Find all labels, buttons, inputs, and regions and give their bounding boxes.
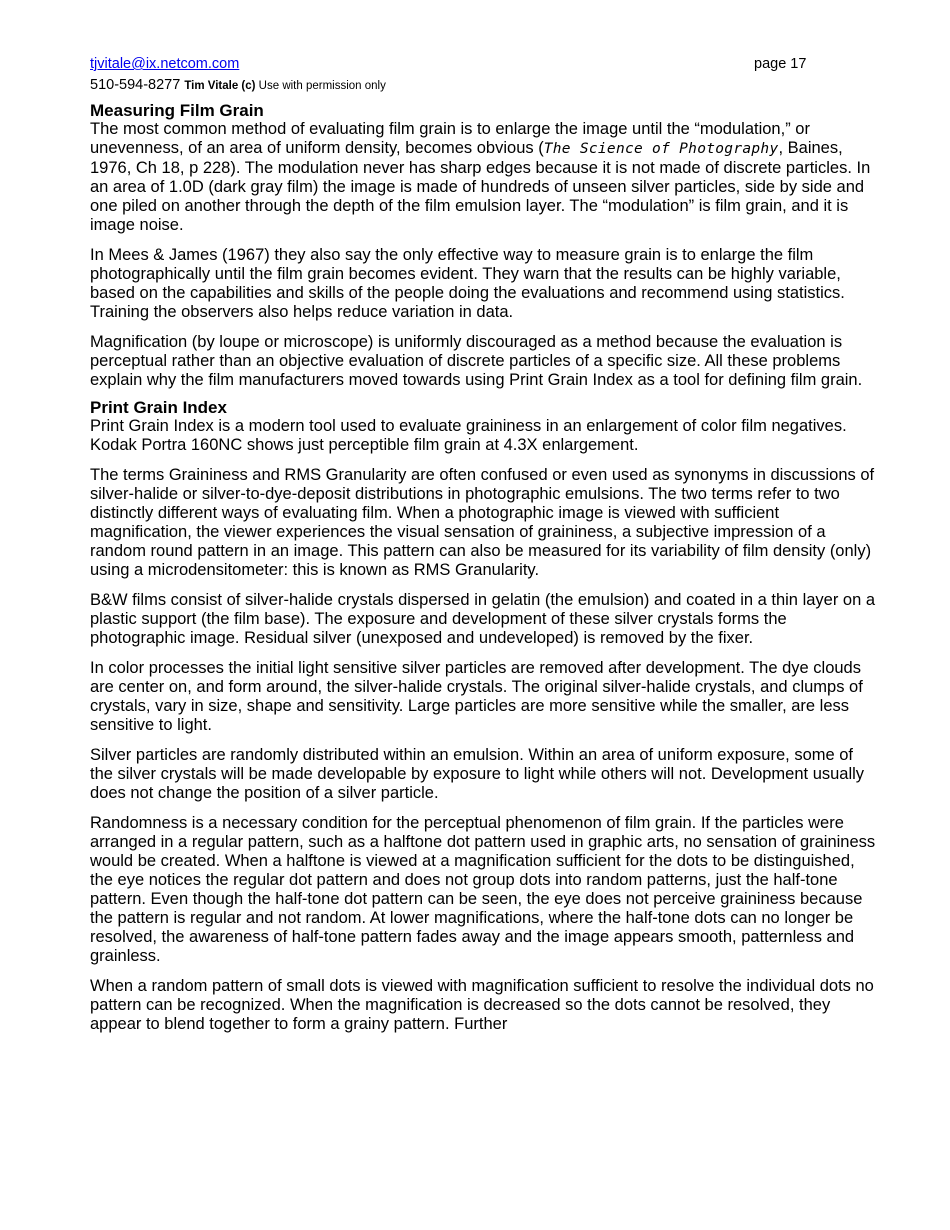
document-page bbox=[90, 56, 880, 1045]
phone-number: 510-594-8277 bbox=[90, 77, 185, 93]
paragraph: When a random pattern of small dots is viewed with magnification sufficient to resolve the individual dots no pattern can be recognized. When the magnification is decreased so the dots cannot be resolved, they appear to blend together to form a grainy pattern. Further bbox=[90, 977, 874, 1033]
email-link[interactable]: tjvitale@ix.netcom.com bbox=[90, 56, 240, 72]
paragraph: Print Grain Index is a modern tool used to evaluate graininess in an enlargement of color film negatives. Kodak Portra 160NC shows just perceptible film grain at 4.3X enlargement. bbox=[90, 417, 847, 454]
paragraph: In color processes the initial light sensitive silver particles are removed after development. The dye clouds are center on, and form around, the silver-halide crystals. The original silver-halide crystals, and clumps of crystals, vary in size, shape and sensitivity. Large particles are more sensitive while the smaller, are less sensitive to light. bbox=[90, 659, 863, 734]
permission-note: Use with permission only bbox=[255, 80, 386, 92]
paragraph: B&W films consist of silver-halide crystals dispersed in gelatin (the emulsion) and coated in a thin layer on a plastic support (the film base). The exposure and development of these silver crystals forms the photographic image. Residual silver (unexposed and undeveloped) is removed by the fixer. bbox=[90, 591, 876, 647]
contact-line bbox=[90, 76, 880, 95]
section-heading-print-grain-index: Print Grain Index bbox=[90, 398, 227, 417]
page-number: page 17 bbox=[754, 56, 807, 72]
paragraph bbox=[90, 120, 880, 235]
page-header bbox=[90, 56, 880, 76]
paragraph: Randomness is a necessary condition for the perceptual phenomenon of film grain. If the particles were arranged in a regular pattern, such as a halftone dot pattern used in graphic arts, no sensation of graininess would be created. When a halftone is viewed at a magnification sufficient for the dots to be distinguished, the eye notices the regular dot pattern and does not group dots into random patterns, just the half-tone pattern. Even though the half-tone dot pattern can be seen, the eye does not perceive graininess because the pattern is regular and not random. At lower magnifications, where the half-tone dots can no longer be resolved, the awareness of half-tone pattern fades away and the image appears smooth, patternless and grainless. bbox=[90, 814, 876, 965]
book-title: The Science of Photography bbox=[543, 141, 779, 157]
author-name: Tim Vitale (c) bbox=[184, 80, 256, 92]
paragraph: Magnification (by loupe or microscope) is uniformly discouraged as a method because the evaluation is perceptual rather than an objective evaluation of discrete particles of a specific size. All these problems explain why the film manufacturers moved towards using Print Grain Index as a tool for defining film grain. bbox=[90, 333, 863, 389]
paragraph-text: , Baines, 1976, Ch 18, p 228). The modulation never has sharp edges because it is not made of discrete particles. In an area of 1.0D (dark gray film) the image is made of hundreds of unseen silver particles, side by side and one piled on another through the depth of the film emulsion layer. The “modulation” is film grain, and it is image noise. bbox=[90, 139, 871, 234]
section-heading-measuring-film-grain: Measuring Film Grain bbox=[90, 101, 264, 120]
paragraph: In Mees & James (1967) they also say the only effective way to measure grain is to enlarge the film photographically until the film grain becomes evident. They warn that the results can be highly variable, based on the capabilities and skills of the people doing the evaluations and recommend using statistics. Training the observers also helps reduce variation in data. bbox=[90, 246, 845, 321]
paragraph: The terms Graininess and RMS Granularity are often confused or even used as synonyms in discussions of silver-halide or silver-to-dye-deposit distributions in photographic emulsions. The two terms refer to two distinctly different ways of evaluating film. When a photographic image is viewed with sufficient magnification, the viewer experiences the visual sensation of graininess, a subjective impression of a random round pattern in an image. This pattern can also be measured for its variability of film density (only) using a microdensitometer: this is known as RMS Granularity. bbox=[90, 466, 875, 579]
paragraph-text: The most common method of evaluating film grain is to enlarge the image until the “modulation,” or unevenness, of an area of uniform density, becomes obvious ( bbox=[90, 120, 810, 157]
paragraph: Silver particles are randomly distributed within an emulsion. Within an area of uniform exposure, some of the silver crystals will be made developable by exposure to light while others will not. Development usually does not change the position of a silver particle. bbox=[90, 746, 865, 802]
